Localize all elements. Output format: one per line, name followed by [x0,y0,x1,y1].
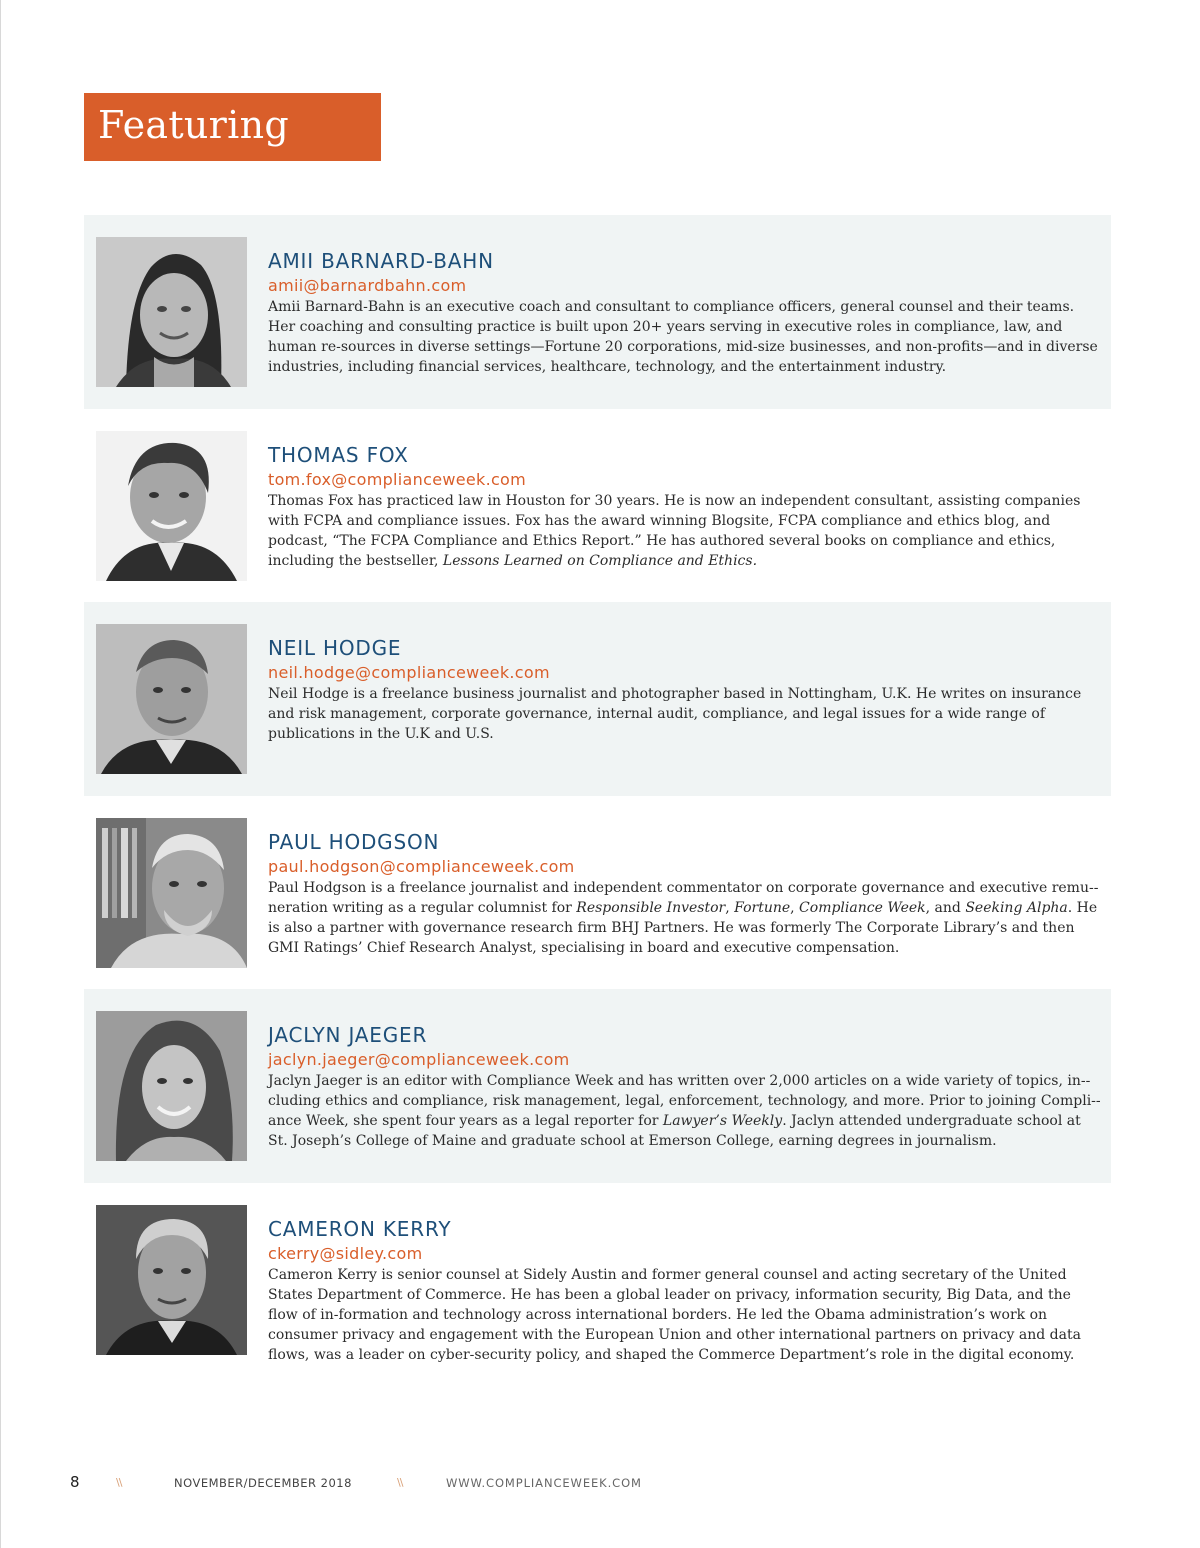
website-link[interactable]: WWW.COMPLIANCEWEEK.COM [446,1476,642,1490]
contributor-bio: Neil Hodge is a freelance business journalist and photographer based in Nottingham, U.K. He writes on insurance and risk management, corporate governance, internal audit, compliance, and legal issues for a wide range of publications in the U.K and U.S. [268,686,1082,742]
contributor-email[interactable]: neil.hodge@complianceweek.com [268,663,550,682]
contributor-name: CAMERON KERRY [268,1217,452,1241]
contributor-bio: Jaclyn Jaeger is an editor with Compliance Week and has written over 2,000 articles on a wide variety of topics, in-cluding ethics and compliance, risk management, legal, enforcement, technology, and more. Prior to joining Compli-ance Week, she spent four years as a legal reporter for Lawyer’s Weekly. Jaclyn attended undergraduate school at St. Joseph’s College of Maine and graduate school at Emerson College, earning degrees in journalism. [268,1073,1101,1149]
footer-separator: \\ [397,1476,403,1489]
contributor-bio: Paul Hodgson is a freelance journalist and independent commentator on corporate governance and executive remu-neration writing as a regular columnist for Responsible Investor, Fortune, Compliance Week, and Seeking Alpha. He is also a partner with governance research firm BHJ Partners. He was formerly The Corporate Library’s and then GMI Ratings’ Chief Research Analyst, specialising in board and executive compensation. [268,880,1099,956]
contributor-bio: Cameron Kerry is senior counsel at Sidely Austin and former general counsel and acting secretary of the United States Department of Commerce. He has been a global leader on privacy, information security, Big Data, and the flow of in-formation and technology across international borders. He led the Obama administration’s work on consumer privacy and engagement with the European Union and other international partners on privacy and data flows, was a leader on cyber-security policy, and shaped the Commerce Department’s role in the digital economy. [268,1267,1081,1363]
contributor-bio: Thomas Fox has practiced law in Houston for 30 years. He is now an independent consultant, assisting companies with FCPA and compliance issues. Fox has the award winning Blogsite, FCPA compliance and ethics blog, and podcast, “The FCPA Compliance and Ethics Report.” He has authored several books on compliance and ethics, including the bestseller, Lessons Learned on Compliance and Ethics. [268,493,1081,569]
contributor-email[interactable]: jaclyn.jaeger@complianceweek.com [268,1050,570,1069]
page-footer [0,1472,1200,1496]
page-number: 8 [70,1473,80,1491]
contributor-email[interactable]: paul.hodgson@complianceweek.com [268,857,575,876]
portrait-photo [96,237,247,387]
portrait-photo [96,431,247,581]
contributor-entry [84,989,1111,1183]
footer-separator: \\ [116,1476,122,1489]
contributor-email[interactable]: ckerry@sidley.com [268,1244,423,1263]
issue-date: NOVEMBER/DECEMBER 2018 [174,1476,352,1490]
contributor-name: NEIL HODGE [268,636,402,660]
page-title: Featuring [98,103,289,147]
portrait-photo [96,1011,247,1161]
portrait-photo [96,624,247,774]
contributor-bio: Amii Barnard-Bahn is an executive coach and consultant to compliance officers, general counsel and their teams. Her coaching and consulting practice is built upon 20+ years serving in executive roles in compliance, law, and human re-sources in diverse settings—Fortune 20 corporations, mid-size businesses, and non-profits—and in diverse industries, including financial services, healthcare, technology, and the entertainment industry. [268,299,1098,375]
contributor-name: JACLYN JAEGER [268,1023,428,1047]
page-edge [0,0,1,1548]
contributor-entry [84,215,1111,409]
contributor-name: AMII BARNARD-BAHN [268,249,494,273]
contributor-name: PAUL HODGSON [268,830,440,854]
contributor-entry [84,409,1111,603]
contributor-email[interactable]: amii@barnardbahn.com [268,276,467,295]
contributor-entry [84,602,1111,796]
contributor-email[interactable]: tom.fox@complianceweek.com [268,470,527,489]
portrait-photo [96,1205,247,1355]
contributor-name: THOMAS FOX [268,443,409,467]
featuring-banner [84,93,381,161]
contributor-entry [84,796,1111,990]
contributor-entry [84,1183,1111,1377]
portrait-photo [96,818,247,968]
